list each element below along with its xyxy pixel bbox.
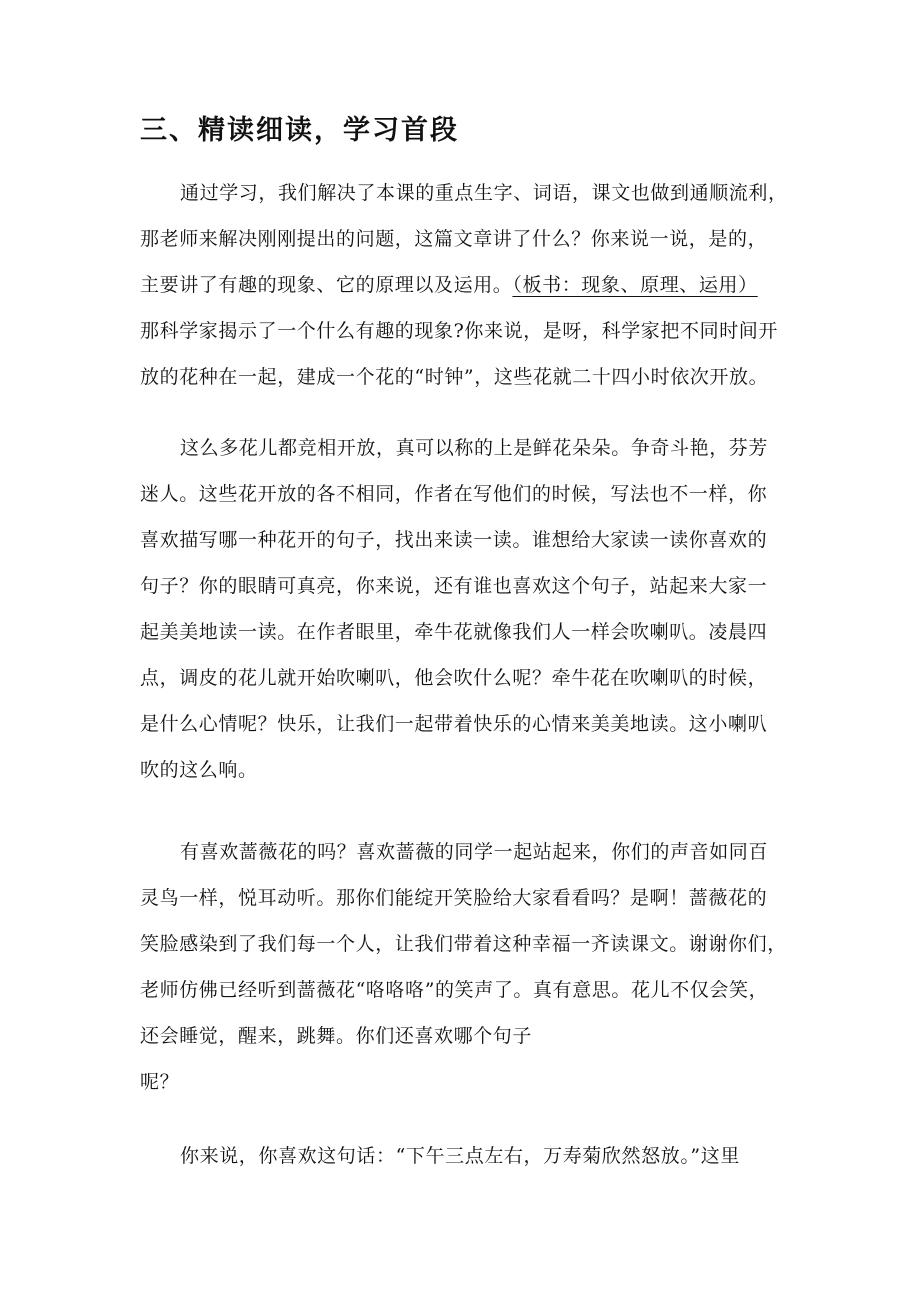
- paragraph-line: 放的花种在一起，建成一个花的“时钟”，这些花就二十四小时依次开放。: [140, 366, 769, 388]
- paragraph-3: [140, 829, 792, 1105]
- paragraph-line: 笑脸感染到了我们每一个人，让我们带着这种幸福一齐读课文。谢谢你们，: [140, 933, 787, 955]
- paragraph-1: [140, 170, 792, 400]
- paragraph-4: [140, 1133, 792, 1179]
- paragraph-line: [140, 262, 792, 308]
- paragraph-line: 喜欢描写哪一种花开的句子，找出来读一读。谁想给大家读一读你喜欢的: [140, 529, 768, 551]
- paragraph-line: 有喜欢蔷薇花的吗？喜欢蔷薇的同学一起站起来，你们的声音如同百: [180, 841, 769, 863]
- paragraph-line: 是什么心情呢？快乐，让我们一起带着快乐的心情来美美地读。这小喇叭: [140, 713, 768, 735]
- paragraph-line: 老师仿佛已经听到蔷薇花“咯咯咯”的笑声了。真有意思。花儿不仅会笑，: [140, 979, 769, 1001]
- paragraph-line: 还会睡觉，醒来，跳舞。你们还喜欢哪个句子: [140, 1025, 533, 1047]
- paragraph-line: 吹的这么响。: [140, 759, 258, 781]
- paragraph-line: 你来说，你喜欢这句话：“下午三点左右，万寿菊欣然怒放。”这里: [180, 1145, 740, 1167]
- paragraph-line-text: 主要讲了有趣的现象、它的原理以及运用。: [140, 274, 513, 296]
- paragraph-line: 呢？: [140, 1071, 180, 1093]
- paragraph-line: 那科学家揭示了一个什么有趣的现象?你来说，是呀，科学家把不同时间开: [140, 320, 778, 342]
- paragraph-2: [140, 425, 792, 793]
- board-note: （板书：现象、原理、运用）: [512, 274, 758, 296]
- paragraph-line: 迷人。这些花开放的各不相同，作者在写他们的时候，写法也不一样，你: [140, 483, 768, 505]
- paragraph-line: 句子？你的眼睛可真亮，你来说，还有谁也喜欢这个句子，站起来大家一: [140, 575, 768, 597]
- paragraph-line: 这么多花儿都竞相开放，真可以称的上是鲜花朵朵。争奇斗艳，芬芳: [180, 437, 769, 459]
- paragraph-line: 起美美地读一读。在作者眼里，牵牛花就像我们人一样会吹喇叭。凌晨四: [140, 621, 768, 643]
- paragraph-line: 灵鸟一样，悦耳动听。那你们能绽开笑脸给大家看看吗？是啊！蔷薇花的: [140, 887, 768, 909]
- paragraph-line: 通过学习，我们解决了本课的重点生字、词语，课文也做到通顺流利，: [180, 182, 788, 204]
- paragraph-line: 点，调皮的花儿就开始吹喇叭，他会吹什么呢？牵牛花在吹喇叭的时候，: [140, 667, 768, 689]
- paragraph-line: 那老师来解决刚刚提出的问题，这篇文章讲了什么？你来说一说，是的，: [140, 228, 768, 250]
- section-heading: 三、精读细读，学习首段: [140, 115, 459, 146]
